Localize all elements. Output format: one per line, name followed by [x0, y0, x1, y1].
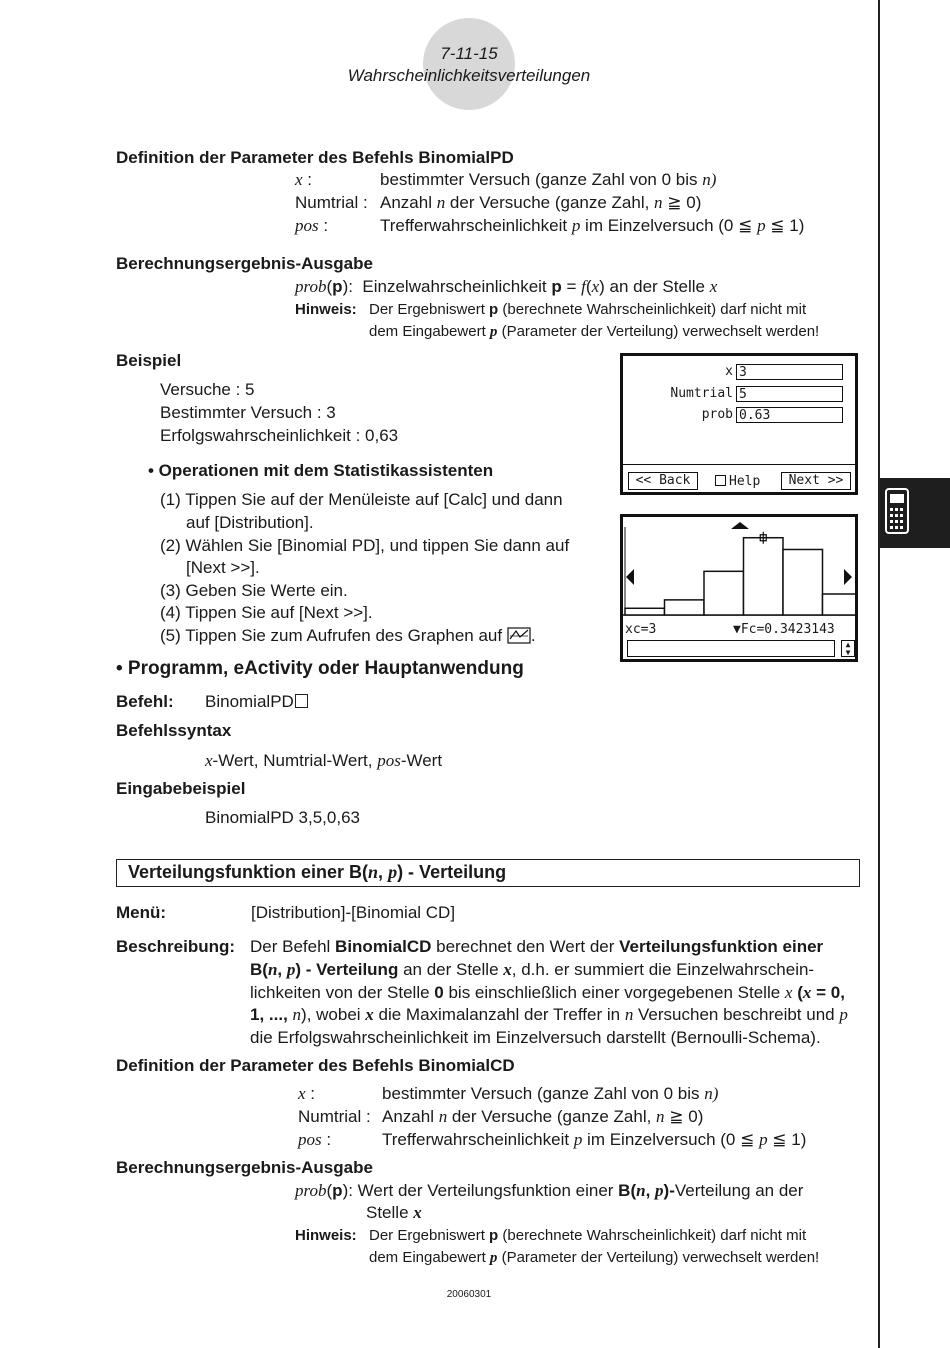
pd-output-line: prob(p): Einzelwahrscheinlichkeit p = f(x) an der Stelle x	[295, 277, 718, 296]
pd-param-x-desc: bestimmter Versuch (ganze Zahl von 0 bis n)	[380, 170, 717, 189]
next-button[interactable]: Next >>	[781, 472, 851, 490]
syntax-heading: Befehlssyntax	[116, 721, 232, 740]
xc-readout: xc=3	[625, 622, 657, 637]
up-arrow-icon	[731, 522, 749, 529]
entry-bar[interactable]	[627, 640, 835, 657]
histogram-bar	[744, 538, 784, 615]
divider	[623, 464, 855, 465]
checkbox-box	[715, 475, 726, 486]
step-2: (2) Wählen Sie [Binomial PD], und tippen Sie dann auf	[160, 536, 570, 555]
pd-param-pos: pos :	[295, 216, 329, 235]
desc-line3: lichkeiten von der Stelle 0 bis einschließlich einer vorgegebenen Stelle x (x = 0,	[250, 983, 845, 1002]
input-example-heading: Eingabebeispiel	[116, 779, 246, 798]
program-heading: • Programm, eActivity oder Hauptanwendung	[116, 658, 524, 679]
cd-param-pos: pos :	[298, 1130, 332, 1149]
step-4: (4) Tippen Sie auf [Next >>].	[160, 603, 373, 622]
cd-param-numtrial-desc: Anzahl n der Versuche (ganze Zahl, n ≧ 0)	[382, 1107, 704, 1126]
cd-note-line2: dem Eingabewert p (Parameter der Verteilung) verwechselt werden!	[369, 1249, 820, 1266]
syntax-line: x-Wert, Numtrial-Wert, pos-Wert	[205, 751, 443, 770]
graph-screen	[620, 514, 858, 662]
cmd-value: BinomialPD	[205, 692, 308, 712]
right-rule	[878, 0, 880, 1348]
fc-readout: ▼Fc=0.3423143	[733, 622, 835, 637]
field-label-prob: prob	[701, 407, 733, 422]
cd-param-x: x :	[298, 1084, 315, 1103]
field-label-x: x	[725, 364, 733, 379]
histogram-bar	[783, 549, 823, 615]
footer-code: 20060301	[446, 1289, 492, 1300]
pd-output-heading: Berechnungsergebnis-Ausgabe	[116, 254, 373, 273]
pd-param-numtrial-desc: Anzahl n der Versuche (ganze Zahl, n ≧ 0)	[380, 193, 702, 212]
pd-note-label: Hinweis:	[295, 301, 357, 318]
menu-path: [Distribution]-[Binomial CD]	[251, 903, 456, 922]
back-button[interactable]: << Back	[628, 472, 698, 490]
cmd-label: Befehl:	[116, 692, 174, 711]
pd-param-pos-desc: Trefferwahrscheinlichkeit p im Einzelversuch (0 ≦ p ≦ 1)	[380, 216, 805, 235]
step-2-cont: [Next >>].	[186, 558, 260, 577]
cd-output-line2: Stelle x	[366, 1203, 422, 1222]
ops-heading: • Operationen mit dem Statistikassistenten	[148, 461, 494, 480]
pd-param-x: x :	[295, 170, 312, 189]
down-triangle-icon: ▼	[733, 622, 741, 637]
cd-note-label: Hinweis:	[295, 1227, 357, 1244]
pd-def-heading: Definition der Parameter des Befehls BinomialPD	[116, 148, 514, 167]
desc-label: Beschreibung:	[116, 937, 236, 956]
chapter-tab	[880, 478, 950, 548]
desc-line1: Der Befehl BinomialCD berechnet den Wert der Verteilungsfunktion einer	[250, 937, 824, 956]
menu-label: Menü:	[116, 903, 167, 922]
space-symbol-icon	[295, 694, 308, 708]
cd-param-x-desc: bestimmter Versuch (ganze Zahl von 0 bis n)	[382, 1084, 719, 1103]
left-arrow-icon	[626, 569, 634, 585]
desc-line5: die Erfolgswahrscheinlichkeit im Einzelversuch darstellt (Bernoulli-Schema).	[250, 1028, 821, 1047]
cd-def-heading: Definition der Parameter des Befehls BinomialCD	[116, 1056, 515, 1075]
pd-param-numtrial: Numtrial :	[295, 193, 368, 212]
step-5: (5) Tippen Sie zum Aufrufen des Graphen auf .	[160, 626, 536, 645]
step-3: (3) Geben Sie Werte ein.	[160, 581, 348, 600]
numtrial-input[interactable]: 5	[736, 386, 843, 402]
cd-output-line1: prob(p): Wert der Verteilungsfunktion einer B(n, p)-Verteilung an der	[295, 1181, 804, 1200]
cd-param-pos-desc: Trefferwahrscheinlichkeit p im Einzelversuch (0 ≦ p ≦ 1)	[382, 1130, 807, 1149]
cd-note-line1: Der Ergebniswert p (berechnete Wahrscheinlichkeit) darf nicht mit	[369, 1227, 807, 1244]
wizard-input-screen	[620, 353, 858, 495]
cd-param-numtrial: Numtrial :	[298, 1107, 371, 1126]
histogram-bar	[823, 594, 856, 615]
step-1-cont: auf [Distribution].	[186, 513, 314, 532]
histogram	[623, 517, 855, 659]
prob-input[interactable]: 0.63	[736, 407, 843, 423]
scroll-arrows-icon[interactable]: ▲ ▼	[841, 640, 855, 657]
histogram-bar	[665, 600, 705, 615]
calculator-icon	[880, 478, 950, 548]
example-line: Erfolgswahrscheinlichkeit : 0,63	[160, 426, 399, 445]
right-arrow-icon	[844, 569, 852, 585]
page-number: 7-11-15	[440, 44, 498, 63]
section-title: Wahrscheinlichkeitsverteilungen	[347, 66, 591, 85]
desc-line4: 1, ..., n), wobei x die Maximalanzahl der Treffer in n Versuchen beschreibt und p	[250, 1005, 848, 1024]
pd-note-line1: Der Ergebniswert p (berechnete Wahrscheinlichkeit) darf nicht mit	[369, 301, 807, 318]
help-checkbox[interactable]: Help	[715, 474, 760, 489]
cd-section-title: Verteilungsfunktion einer B(n, p) - Verteilung	[128, 862, 507, 882]
example-line: Bestimmter Versuch : 3	[160, 403, 336, 422]
header-circle	[423, 18, 515, 110]
desc-line2: B(n, p) - Verteilung an der Stelle x, d.h. er summiert die Einzelwahrschein-	[250, 960, 815, 979]
cd-output-heading: Berechnungsergebnis-Ausgabe	[116, 1158, 373, 1177]
histogram-bar	[704, 571, 744, 615]
x-input[interactable]: 3	[736, 364, 843, 380]
step-1: (1) Tippen Sie auf der Menüleiste auf [Calc] und dann	[160, 490, 563, 509]
example-line: Versuche : 5	[160, 380, 255, 399]
pd-note-line2: dem Eingabewert p (Parameter der Verteilung) verwechselt werden!	[369, 323, 820, 340]
input-example: BinomialPD 3,5,0,63	[205, 808, 360, 827]
graph-icon	[507, 627, 531, 644]
example-heading: Beispiel	[116, 351, 182, 370]
field-label-numtrial: Numtrial	[670, 386, 733, 401]
histogram-bar	[625, 608, 665, 615]
